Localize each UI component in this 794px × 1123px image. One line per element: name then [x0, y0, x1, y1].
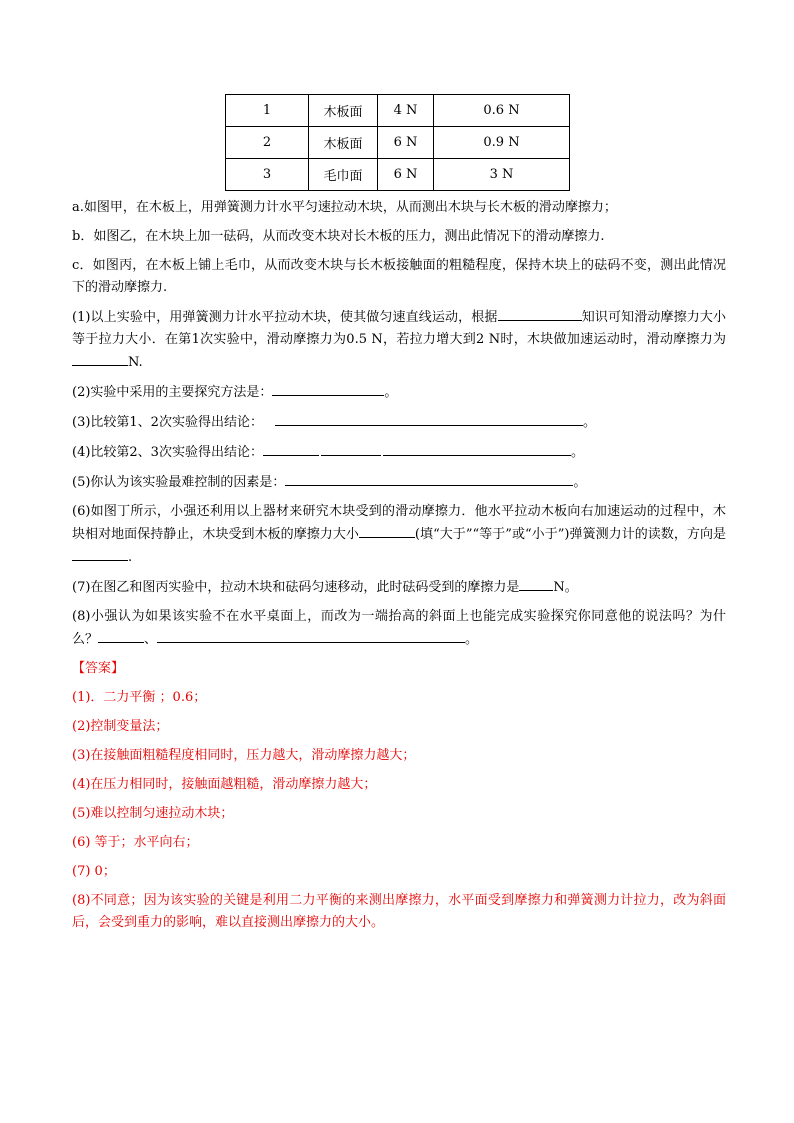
table-cell-friction: 3 N — [434, 159, 570, 191]
answer-blank — [498, 306, 582, 321]
table-cell-surface: 木板面 — [309, 95, 378, 127]
question-2: (2)实验中采用的主要探究方法是： 。 — [72, 381, 726, 404]
answer-line: (8)不同意；因为该实验的关键是利用二力平衡的来测出摩擦力，水平面受到摩擦力和弹簧测力计拉力，改为斜面后，会受到重力的影响，难以直接测出摩擦力的大小。 — [72, 893, 726, 930]
step-a: a.如图甲，在木板上，用弹簧测力计水平匀速拉动木块，从而测出木块与长木板的滑动摩擦力； — [72, 200, 617, 215]
table-cell-friction: 0.9 N — [434, 127, 570, 159]
answer-blank — [72, 546, 128, 561]
question-5: (5)你认为该实验最难控制的因素是： 。 — [72, 471, 726, 494]
answer-line: (2)控制变量法； — [72, 719, 169, 734]
step-c: c．如图丙，在木板上铺上毛巾，从而改变木块与长木板接触面的粗糙程度，保持木块上的砝码不变，测出此情况下的滑动摩擦力. — [72, 258, 726, 295]
answer-line: (3)在接触面粗糙程度相同时，压力越大，滑动摩擦力越大； — [72, 748, 416, 763]
table-cell-trial: 2 — [226, 127, 309, 159]
answer-line: (6) 等于；水平向右； — [72, 835, 199, 850]
answer-blank — [383, 441, 571, 456]
answer-blank — [359, 523, 415, 538]
table-cell-friction: 0.6 N — [434, 95, 570, 127]
table-cell-trial: 3 — [226, 159, 309, 191]
question-7: (7)在图乙和图丙实验中，拉动木块和砝码匀速移动，此时砝码受到的摩擦力是 N。 — [72, 576, 726, 599]
table-row — [226, 95, 570, 127]
answer-line: (4)在压力相同时，接触面越粗糙，滑动摩擦力越大； — [72, 777, 377, 792]
answer-blank — [285, 471, 573, 486]
answer-blank — [275, 411, 583, 426]
table-cell-pressure: 6 N — [378, 127, 434, 159]
answer-line: (7) 0； — [72, 864, 116, 879]
answer-line: (5)难以控制匀速拉动木块； — [72, 806, 234, 821]
question-body — [72, 197, 726, 941]
question-1: (1)以上实验中，用弹簧测力计水平拉动木块，使其做匀速直线运动，根据 知识可知滑动摩擦力大小等于拉力大小．在第1次实验中，滑动摩擦力为0.5 N，若拉力增大到2 N时，木块做加速运动时，滑动摩擦力为N. — [72, 306, 726, 374]
table-row — [226, 159, 570, 191]
answer-blank — [98, 628, 144, 643]
answer-blank — [72, 351, 128, 366]
table-row — [226, 127, 570, 159]
table-cell-pressure: 4 N — [378, 95, 434, 127]
question-8: (8)小强认为如果该实验不在水平桌面上，而改为一端抬高的斜面上也能完成实验探究你同意他的说法吗？为什么？ 、 。 — [72, 609, 726, 647]
question-3: (3)比较第1、2次实验得出结论： 。 — [72, 411, 726, 434]
experiment-table — [225, 94, 570, 191]
question-6: (6)如图丁所示，小强还利用以上器材来研究木块受到的滑动摩擦力．他水平拉动木板向右加速运动的过程中，木块相对地面保持静止，木块受到木板的摩擦力大小 (填“大于”“等于”或“小于”)弹簧测力计的读数，方向是. — [72, 504, 726, 565]
step-b: b．如图乙，在木块上加一砝码，从而改变木块对长木板的压力，测出此情况下的滑动摩擦力. — [72, 229, 605, 244]
answer-line: (1)．二力平衡 ；0.6； — [72, 690, 207, 705]
answer-blank — [272, 381, 384, 396]
table-cell-surface: 毛巾面 — [309, 159, 378, 191]
question-4: (4)比较第2、3次实验得出结论： 。 — [72, 441, 726, 464]
table-cell-trial: 1 — [226, 95, 309, 127]
answer-blank — [157, 628, 465, 643]
answer-title: 【答案】 — [72, 661, 125, 676]
answer-blank — [321, 441, 381, 456]
table-cell-pressure: 6 N — [378, 159, 434, 191]
answer-blank — [263, 441, 319, 456]
table-cell-surface: 木板面 — [309, 127, 378, 159]
answer-blank — [519, 576, 553, 591]
